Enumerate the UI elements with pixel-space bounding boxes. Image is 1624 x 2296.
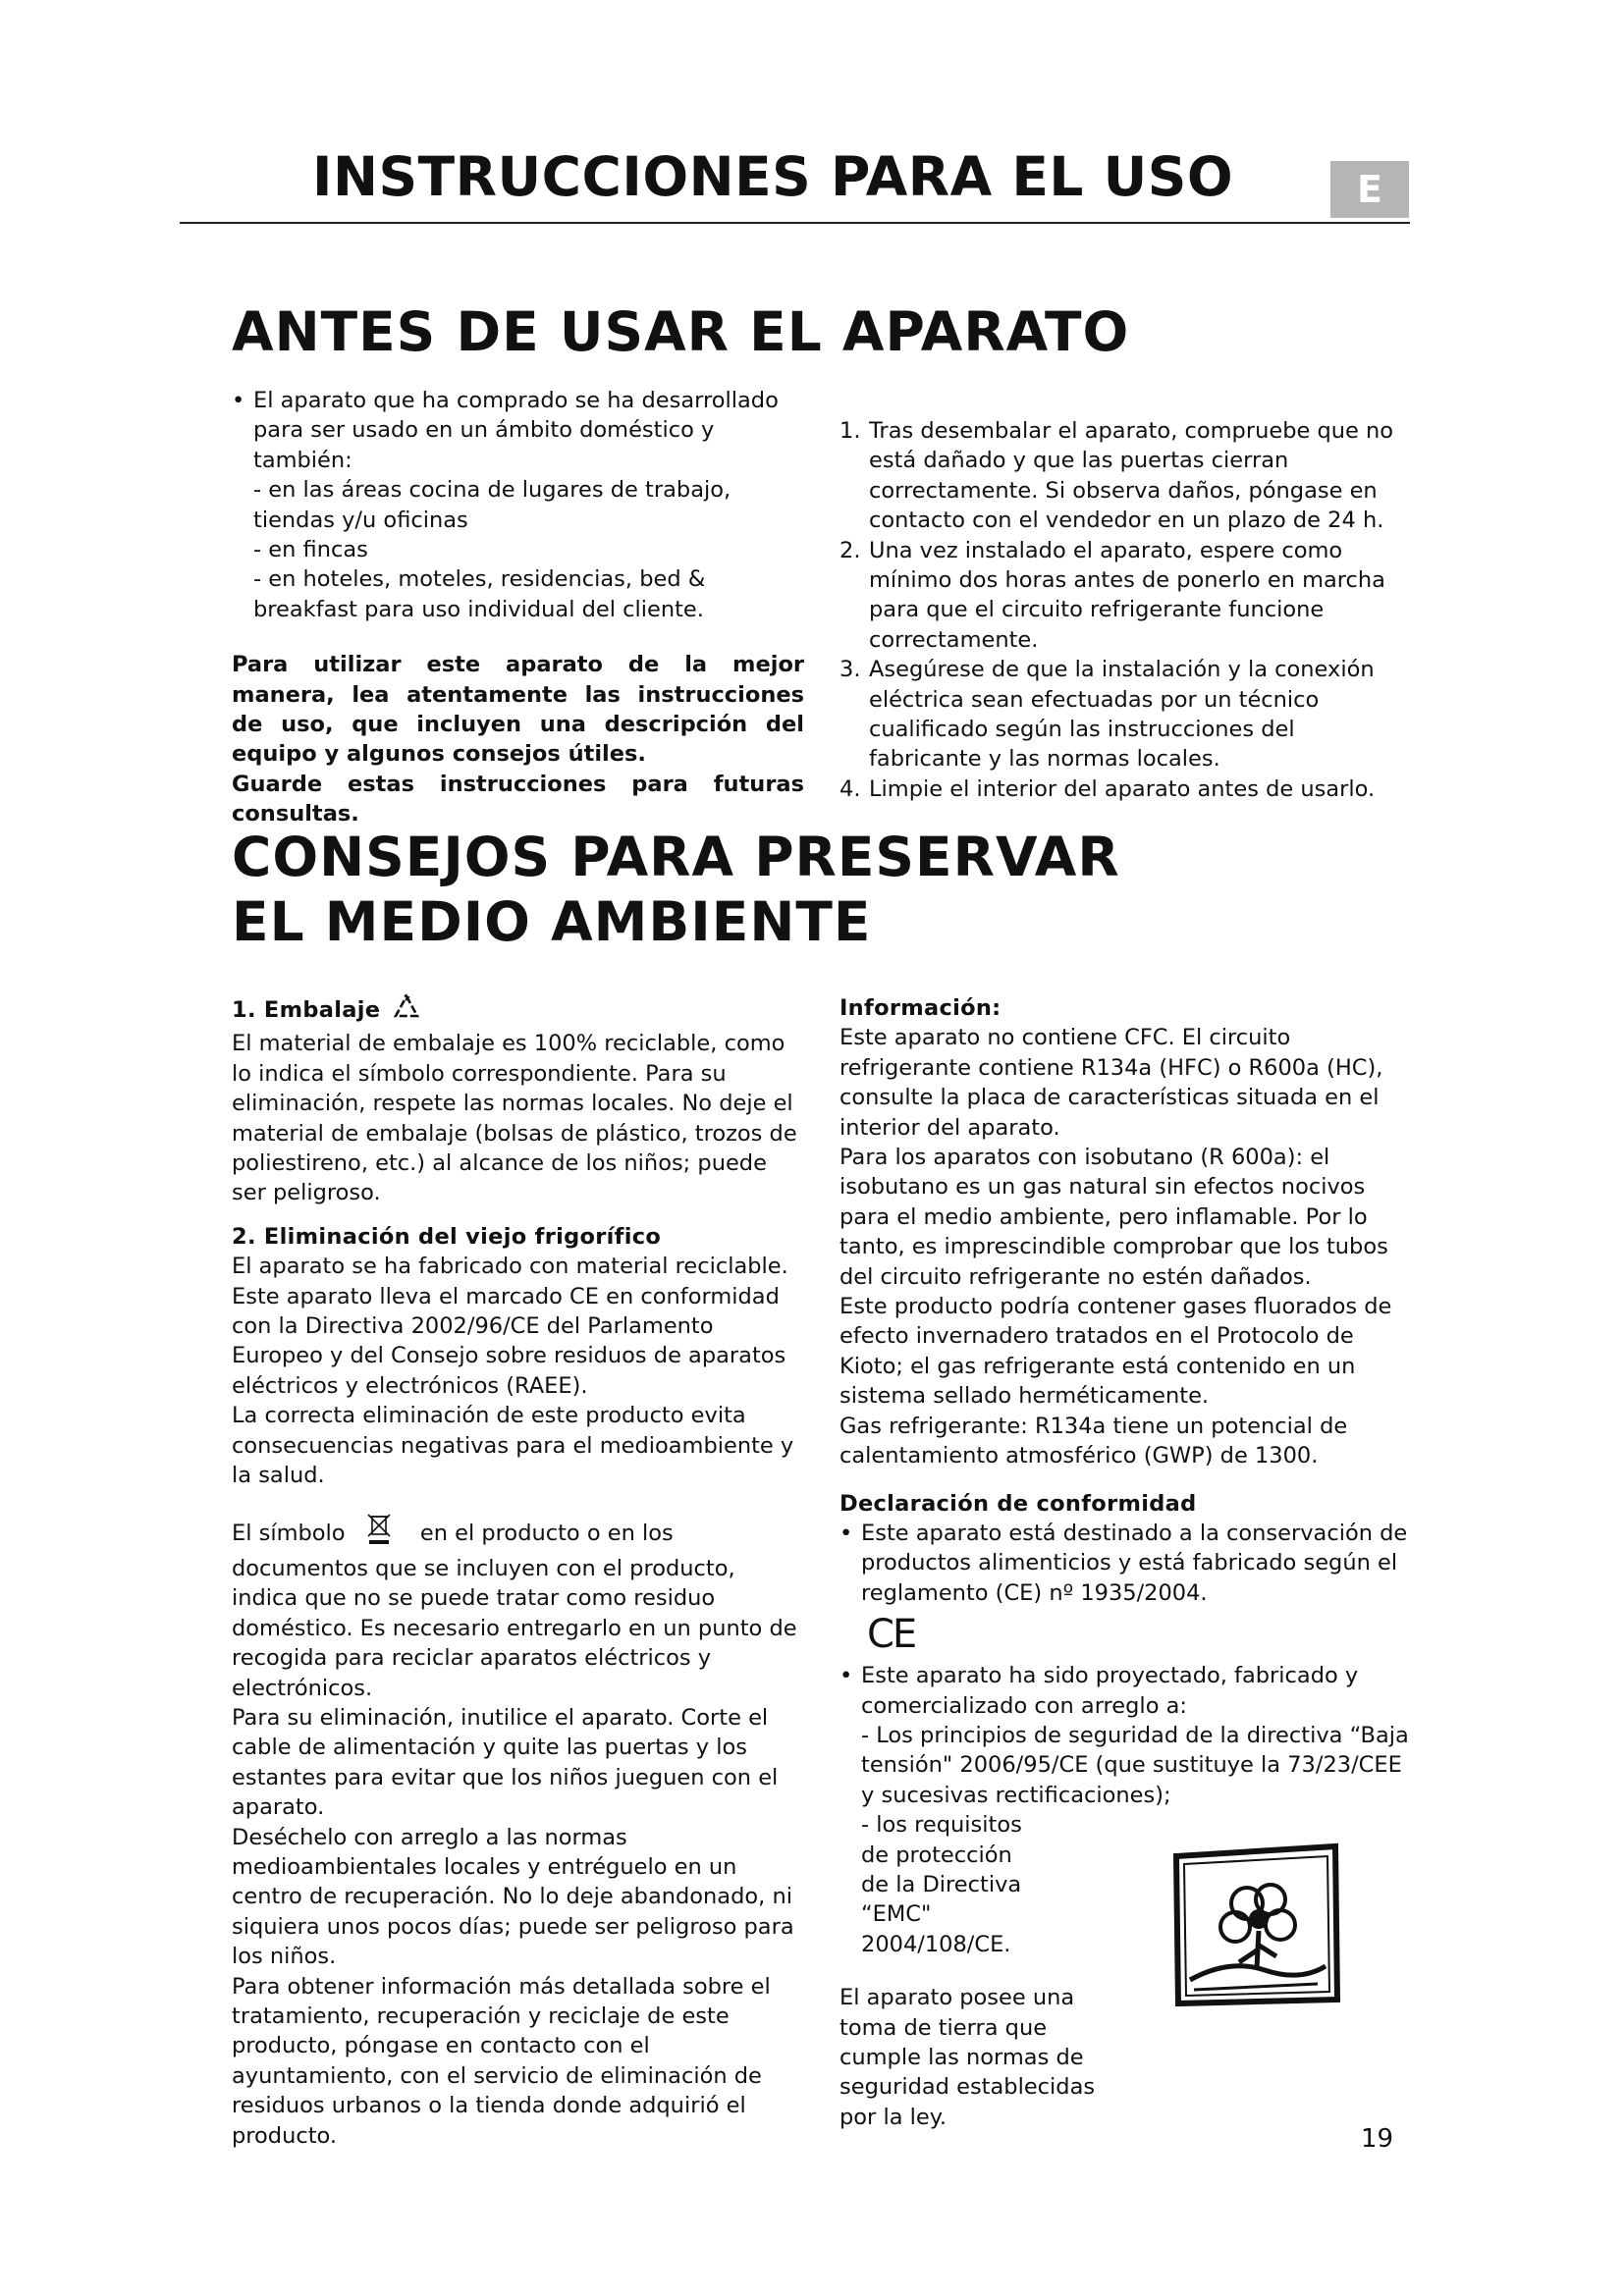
packaging-text: El material de embalaje es 100% reciclable, como lo indica el símbolo correspondiente. Para su eliminación, respete las normas locales. No deje el material de embalaje (bolsas de plástico, trozos de poliestireno, etc.) al alcance de los niños; puede ser peligroso.: [232, 1031, 797, 1206]
bullet-icon: •: [232, 388, 245, 413]
step-item: 3. Asegúrese de que la instalación y la conexión eléctrica sean efectuadas por un técnico cualificado según las instrucciones del fabricante y las normas locales.: [839, 657, 1375, 773]
directive-item: - Los principios de seguridad de la directiva “Baja tensión" 2006/95/CE (que sustituye la 73/23/CEE y sucesivas rectificaciones);: [861, 1722, 1409, 1808]
weee-bin-icon: [366, 1513, 392, 1554]
information-p2: Para los aparatos con isobutano (R 600a): el isobutano es un gas natural sin efectos nocivos para el medio ambiente, pero inflamable. Por lo tanto, es imprescindible comprobar que los tubos del circuito refrigerante no estén dañados.: [839, 1145, 1388, 1290]
step-item: 1. Tras desembalar el aparato, compruebe que no está dañado y que las puertas cierran correctamente. Si observa daños, póngase en contacto con el vendedor en un plazo de 24 h.: [839, 418, 1394, 534]
conformity-bullet: • Este aparato está destinado a la conservación de productos alimenticios y está fabricado según el reglamento (CE) nº 1935/2004.: [839, 1520, 1408, 1606]
disposal-heading: 2. Eliminación del viejo frigorífico: [232, 1223, 662, 1250]
section1-right-column: [839, 416, 1411, 804]
step-item: 2. Una vez instalado el aparato, espere como mínimo dos horas antes de ponerlo en marcha para que el circuito refrigerante funcione correctamente.: [839, 537, 1385, 653]
information-p1: Este aparato no contiene CFC. El circuito refrigerante contiene R134a (HFC) o R600a (HC), consulte la placa de características situada en el interior del aparato.: [839, 1025, 1383, 1141]
disposal-symbol-text: El símbolo en el producto o en los documentos que se incluyen con el producto, indica que no se puede tratar como residuo doméstico. Es necesario entregarlo en un punto de recogida para reciclar aparatos eléctricos y electrónicos.: [232, 1513, 801, 1703]
ce-mark: CE: [867, 1612, 916, 1658]
bold-keep-instructions: Guarde estas instrucciones para futuras consultas.: [232, 771, 804, 828]
usage-subitem: - en las áreas cocina de lugares de trabajo, tiendas y/u oficinas: [253, 477, 731, 533]
directive-item: - los requisitos de protección de la Directiva “EMC" 2004/108/CE.: [861, 1812, 1022, 1957]
bullet-icon: •: [839, 1663, 853, 1689]
header-divider: [180, 222, 1410, 224]
conformity-heading: Declaración de conformidad: [839, 1490, 1197, 1517]
section-title-consejos: CONSEJOS PARA PRESERVAR EL MEDIO AMBIENTE: [232, 826, 1120, 953]
usage-subitem: - en fincas: [253, 537, 368, 563]
packaging-heading: 1. Embalaje: [232, 993, 801, 1029]
information-p3: Este producto podría contener gases fluorados de efecto invernadero tratados en el Protocolo de Kioto; el gas refrigerante está contenido en un sistema sellado herméticamente.: [839, 1294, 1392, 1410]
disposal-p4: Deséchelo con arreglo a las normas medioambientales locales y entréguelo en un centro de recuperación. No lo deje abandonado, ni siquiera unos pocos días; puede ser peligroso para los niños.: [232, 1824, 794, 1970]
disposal-p3: Para su eliminación, inutilice el aparato. Corte el cable de alimentación y quite las puertas y los estantes para evitar que los niños jueguen con el aparato.: [232, 1704, 779, 1821]
section-title-antes: ANTES DE USAR EL APARATO: [232, 300, 1130, 363]
conformity-bullet: • Este aparato ha sido proyectado, fabricado y comercializado con arreglo a:: [839, 1663, 1359, 1719]
disposal-p1: El aparato se ha fabricado con material reciclable. Este aparato lleva el marcado CE en conformidad con la Directiva 2002/96/CE del Parlamento Europeo y del Consejo sobre residuos de aparatos eléctricos y electrónicos (RAEE).: [232, 1254, 788, 1399]
recycle-icon: [392, 993, 421, 1029]
disposal-p2: La correcta eliminación de este producto evita consecuencias negativas para el medioambiente y la salud.: [232, 1403, 794, 1489]
bullet-icon: •: [839, 1520, 853, 1546]
intro-bullet: • El aparato que ha comprado se ha desarrollado para ser usado en un ámbito doméstico y también:: [232, 388, 779, 473]
page-number: 19: [1361, 2124, 1394, 2154]
disposal-p5: Para obtener información más detallada sobre el tratamiento, recuperación y reciclaje de este producto, póngase en contacto con el ayuntamiento, con el servicio de eliminación de residuos urbanos o la tienda donde adquirió el producto.: [232, 1973, 771, 2149]
step-item: 4. Limpie el interior del aparato antes de usarlo.: [839, 775, 1376, 802]
bold-advice: Para utilizar este aparato de la mejor manera, lea atentamente las instrucciones de uso, que incluyen una descripción del equipo y algunos consejos útiles.: [232, 652, 804, 768]
information-p4: Gas refrigerante: R134a tiene un potencial de calentamiento atmosférico (GWP) de 1300.: [839, 1413, 1348, 1469]
information-heading: Información:: [839, 995, 1001, 1021]
section2-left-column: [232, 993, 801, 2151]
header-title: INSTRUCCIONES PARA EL USO: [312, 145, 1234, 208]
usage-subitem: - en hoteles, moteles, residencias, bed & breakfast para uso individual del cliente.: [253, 566, 706, 622]
section1-left-column: [232, 386, 804, 829]
emblem-stamp-image: [1170, 1842, 1342, 2007]
language-badge: E: [1330, 161, 1409, 218]
ground-text: El aparato posee una toma de tierra que cumple las normas de seguridad establecidas por la ley.: [839, 1985, 1096, 2130]
